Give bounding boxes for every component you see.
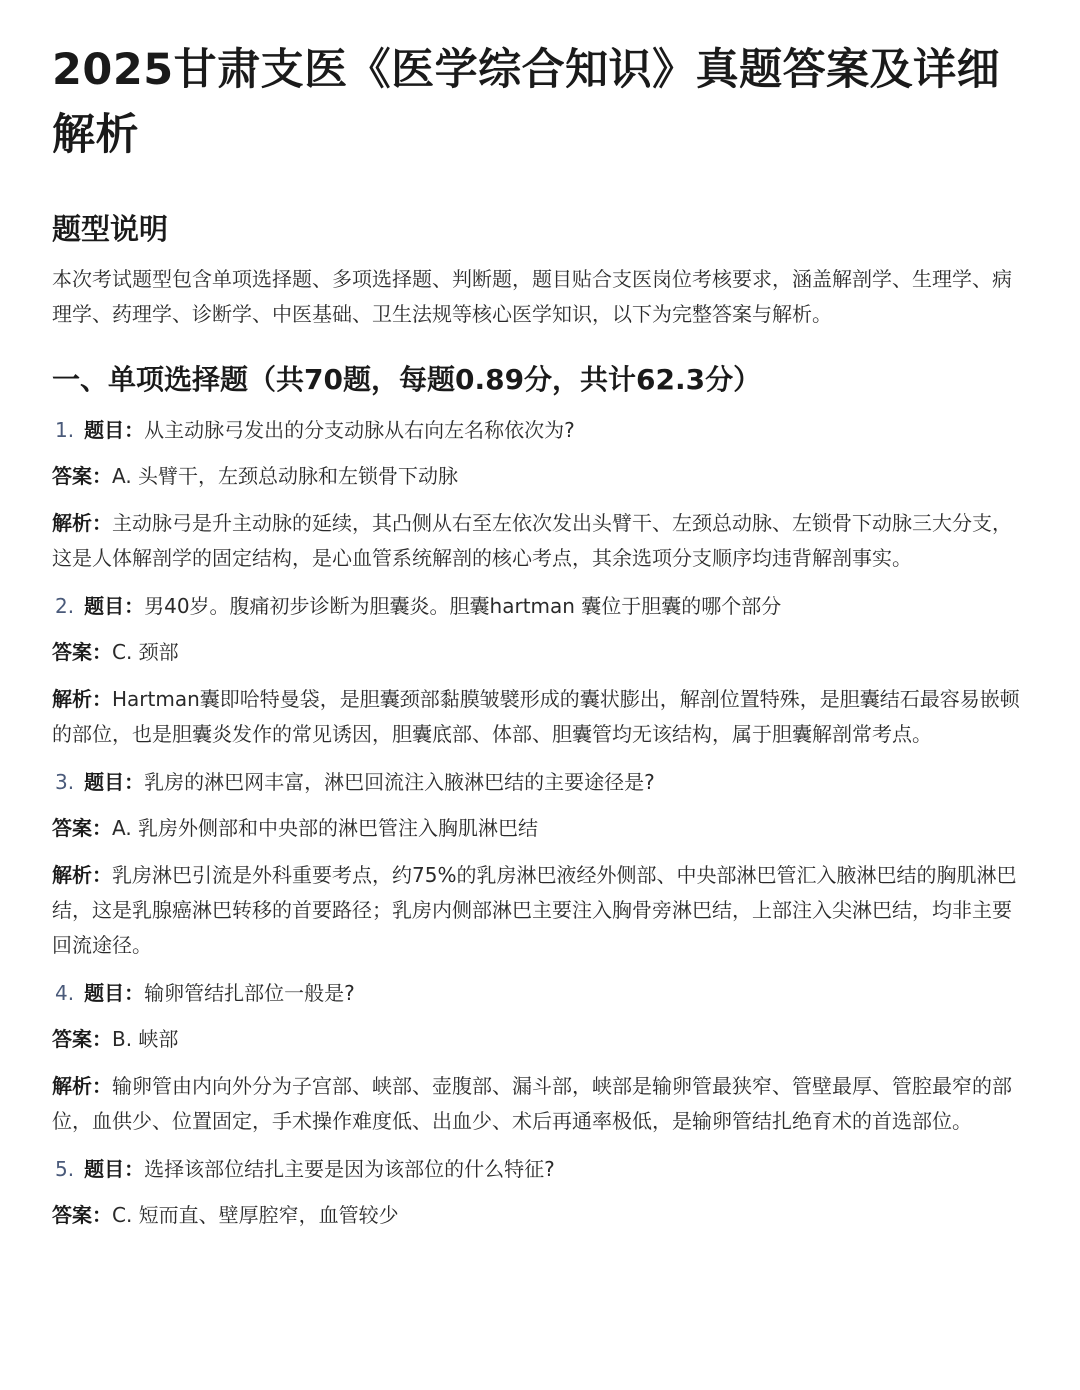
question-label: 题目： xyxy=(84,1157,145,1181)
answer-label: 答案： xyxy=(52,464,112,488)
question-line xyxy=(52,590,1024,622)
question-text: 男40岁。腹痛初步诊断为胆囊炎。胆囊hartman 囊位于胆囊的哪个部分 xyxy=(144,594,782,618)
question-number: 1. xyxy=(55,418,75,442)
intro-paragraph: 本次考试题型包含单项选择题、多项选择题、判断题，题目贴合支医岗位考核要求，涵盖解剖学、生理学、病理学、药理学、诊断学、中医基础、卫生法规等核心医学知识，以下为完整答案与解析。 xyxy=(52,267,1012,326)
answer-label: 答案： xyxy=(52,640,112,664)
answer-line xyxy=(52,812,1024,844)
question-item xyxy=(52,414,1024,576)
question-label: 题目： xyxy=(84,981,145,1005)
explanation-label: 解析： xyxy=(52,687,112,711)
answer-text: A. 头臂干，左颈总动脉和左锁骨下动脉 xyxy=(112,464,459,488)
explanation-label: 解析： xyxy=(52,1074,112,1098)
explanation-label: 解析： xyxy=(52,511,112,535)
question-line xyxy=(52,414,1024,446)
answer-text: B. 峡部 xyxy=(112,1027,179,1051)
question-item xyxy=(52,977,1024,1139)
question-line xyxy=(52,977,1024,1009)
answer-text: C. 短而直、壁厚腔窄，血管较少 xyxy=(112,1203,399,1227)
explanation-text: 乳房淋巴引流是外科重要考点，约75%的乳房淋巴液经外侧部、中央部淋巴管汇入腋淋巴结的胸肌淋巴结，这是乳腺癌淋巴转移的首要路径；乳房内侧部淋巴主要注入胸骨旁淋巴结，上部注入尖淋巴结，均非主要回流途径。 xyxy=(52,863,1017,957)
question-text: 乳房的淋巴网丰富，淋巴回流注入腋淋巴结的主要途径是? xyxy=(144,770,655,794)
question-label: 题目： xyxy=(84,594,145,618)
question-line xyxy=(52,766,1024,798)
explanation-text: 输卵管由内向外分为子宫部、峡部、壶腹部、漏斗部，峡部是输卵管最狭窄、管壁最厚、管腔最窄的部位，血供少、位置固定，手术操作难度低、出血少、术后再通率极低，是输卵管结扎绝育术的首选部位。 xyxy=(52,1074,1012,1133)
explanation-text: 主动脉弓是升主动脉的延续，其凸侧从右至左依次发出头臂干、左颈总动脉、左锁骨下动脉三大分支，这是人体解剖学的固定结构，是心血管系统解剖的核心考点，其余选项分支顺序均违背解剖事实。 xyxy=(52,511,1012,570)
document-title: 2025甘肃支医《医学综合知识》真题答案及详细解析 xyxy=(52,45,1001,160)
question-label: 题目： xyxy=(84,770,145,794)
question-text: 从主动脉弓发出的分支动脉从右向左名称依次为? xyxy=(144,418,575,442)
question-number: 4. xyxy=(55,981,75,1005)
question-number: 2. xyxy=(55,594,75,618)
intro-heading: 题型说明 xyxy=(52,212,169,246)
explanation-line xyxy=(52,682,1024,752)
question-item xyxy=(52,590,1024,752)
question-text: 选择该部位结扎主要是因为该部位的什么特征? xyxy=(144,1157,555,1181)
answer-line xyxy=(52,1199,1024,1231)
explanation-label: 解析： xyxy=(52,863,112,887)
answer-line xyxy=(52,636,1024,668)
answer-line xyxy=(52,1023,1024,1055)
explanation-text: Hartman囊即哈特曼袋，是胆囊颈部黏膜皱襞形成的囊状膨出，解剖位置特殊，是胆囊结石最容易嵌顿的部位，也是胆囊炎发作的常见诱因，胆囊底部、体部、胆囊管均无该结构，属于胆囊解剖常考点。 xyxy=(52,687,1020,746)
section-heading-single-choice: 一、单项选择题（共70题，每题0.89分，共计62.3分） xyxy=(52,363,762,396)
answer-label: 答案： xyxy=(52,816,112,840)
explanation-line xyxy=(52,1069,1024,1139)
answer-label: 答案： xyxy=(52,1203,112,1227)
question-label: 题目： xyxy=(84,418,145,442)
answer-text: C. 颈部 xyxy=(112,640,179,664)
question-number: 5. xyxy=(55,1157,75,1181)
question-line xyxy=(52,1153,1024,1185)
question-item xyxy=(52,1153,1024,1231)
question-number: 3. xyxy=(55,770,75,794)
question-text: 输卵管结扎部位一般是? xyxy=(144,981,355,1005)
explanation-line xyxy=(52,506,1024,576)
answer-label: 答案： xyxy=(52,1027,112,1051)
answer-text: A. 乳房外侧部和中央部的淋巴管注入胸肌淋巴结 xyxy=(112,816,539,840)
answer-line xyxy=(52,460,1024,492)
question-item xyxy=(52,766,1024,963)
explanation-line xyxy=(52,858,1024,963)
